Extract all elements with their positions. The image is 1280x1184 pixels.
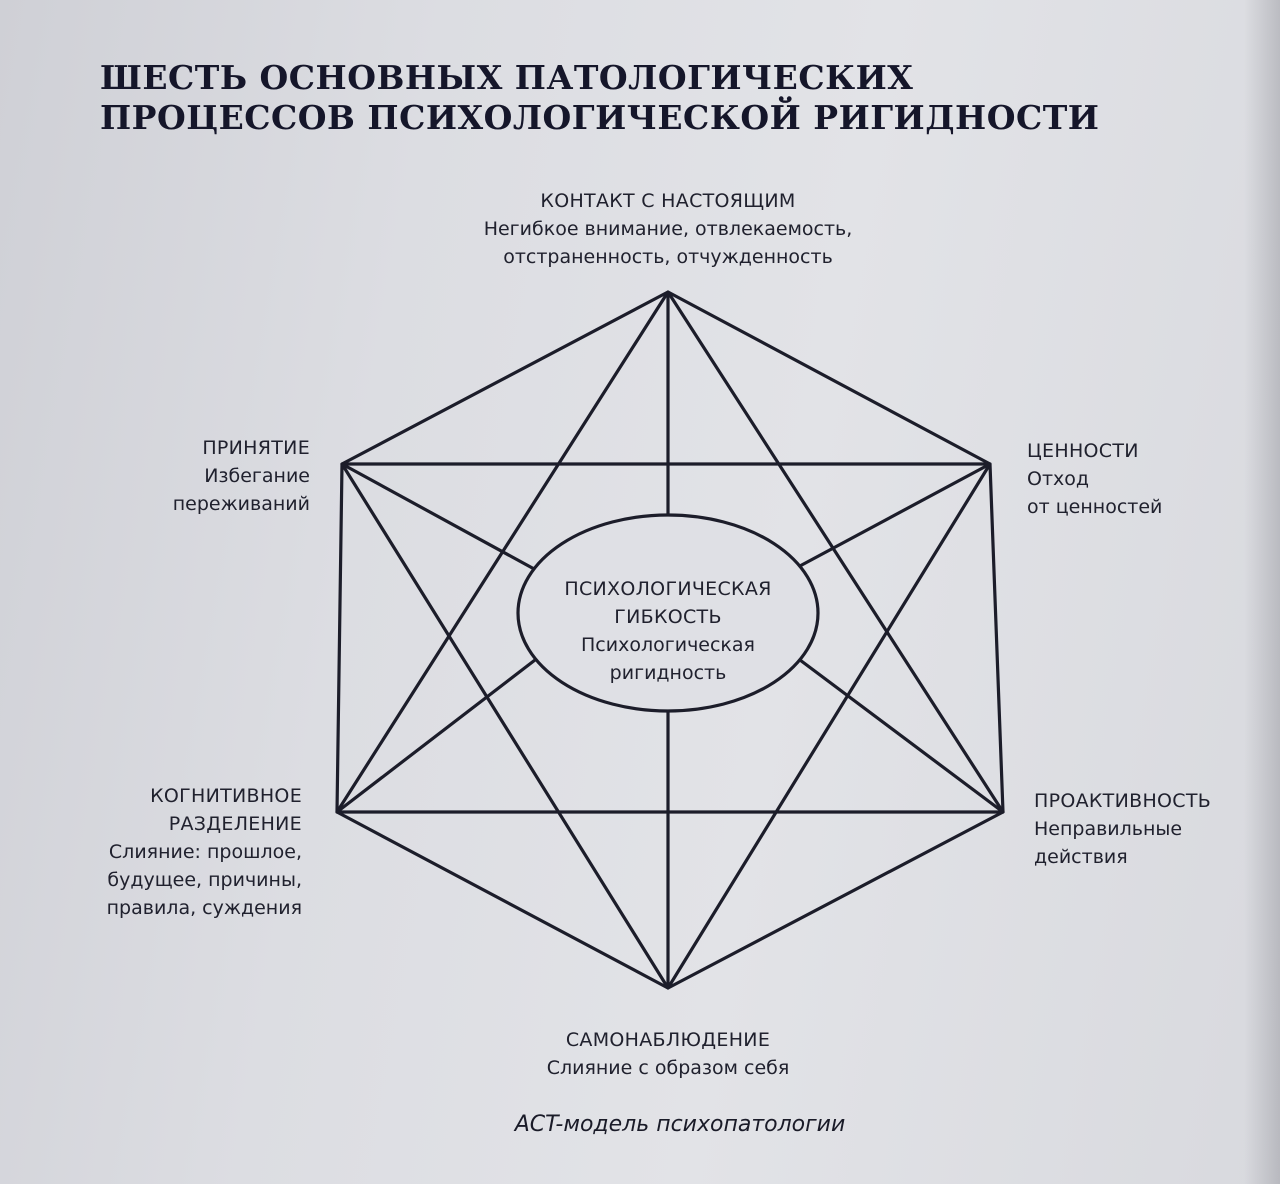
- node-acceptance-line-1: Избегание: [204, 465, 310, 487]
- node-present-moment: [418, 187, 918, 271]
- node-acceptance: [60, 434, 310, 518]
- node-committed-action-heading: ПРОАКТИВНОСТЬ: [1034, 790, 1212, 812]
- node-acceptance-line-2: переживаний: [172, 493, 310, 515]
- node-self-as-context-heading: САМОНАБЛЮДЕНИЕ: [565, 1029, 771, 1051]
- node-cognitive-defusion-heading-1: КОГНИТИВНОЕ: [150, 785, 302, 807]
- spoke-lower-left: [337, 660, 535, 812]
- center-line-2: ригидность: [609, 662, 727, 684]
- center-line-1: Психологическая: [581, 634, 755, 656]
- title-line-1: ШЕСТЬ ОСНОВНЫХ ПАТОЛОГИЧЕСКИХ: [100, 58, 914, 97]
- node-cognitive-defusion-line-2: будущее, причины,: [107, 869, 302, 891]
- node-cognitive-defusion-line-3: правила, суждения: [106, 897, 302, 919]
- node-values: [1027, 437, 1247, 521]
- node-self-as-context: [468, 1026, 868, 1082]
- node-values-line-2: от ценностей: [1027, 496, 1163, 518]
- node-values-line-1: Отход: [1027, 468, 1090, 490]
- node-present-moment-line-1: Негибкое внимание, отвлекаемость,: [483, 218, 853, 240]
- node-committed-action-line-1: Неправильные: [1034, 818, 1183, 840]
- node-acceptance-heading: ПРИНЯТИЕ: [202, 437, 310, 459]
- node-cognitive-defusion-line-1: Слияние: прошлое,: [108, 841, 302, 863]
- node-cognitive-defusion: [40, 782, 302, 922]
- center-flexibility: [528, 575, 808, 687]
- title-line-2: ПРОЦЕССОВ ПСИХОЛОГИЧЕСКОЙ РИГИДНОСТИ: [100, 98, 1100, 137]
- node-self-as-context-line-1: Слияние с образом себя: [546, 1057, 790, 1079]
- node-values-heading: ЦЕННОСТИ: [1027, 440, 1139, 462]
- spoke-upper-right: [798, 464, 990, 567]
- node-present-moment-heading: КОНТАКТ С НАСТОЯЩИМ: [540, 190, 796, 212]
- center-heading-1: ПСИХОЛОГИЧЕСКАЯ: [564, 578, 772, 600]
- node-cognitive-defusion-heading-2: РАЗДЕЛЕНИЕ: [168, 813, 302, 835]
- node-committed-action: [1034, 787, 1274, 871]
- spoke-upper-left: [342, 464, 536, 570]
- node-committed-action-line-2: действия: [1034, 846, 1128, 868]
- figure-caption: ACT-модель психопатологии: [514, 1112, 846, 1137]
- center-heading-2: ГИБКОСТЬ: [614, 606, 722, 628]
- node-present-moment-line-2: отстраненность, отчужденность: [503, 246, 833, 268]
- spoke-lower-right: [800, 660, 1003, 812]
